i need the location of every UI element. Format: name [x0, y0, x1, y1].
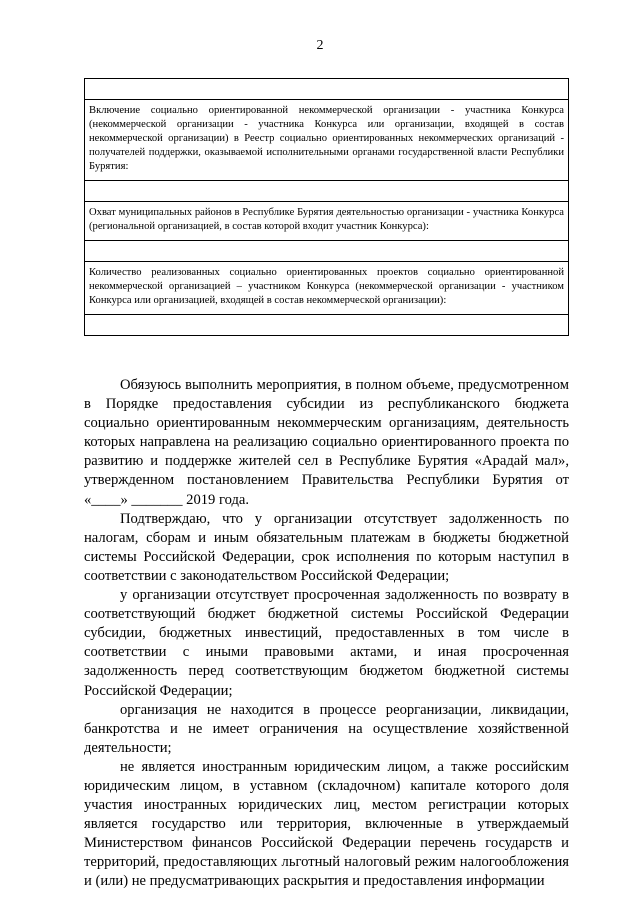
criterion-registry-inclusion: Включение социально ориентированной некоммерческой организации - участника Конкурса (некоммерческой организации - участника Конкурса или организации, входящей в состав некоммерческой организации) в Реестр социально ориентированных некоммерческих организаций - получателей поддержки, оказываемой исполнительными органами государственной власти Республики Бурятия:: [85, 100, 569, 181]
page-number: 2: [316, 38, 324, 53]
table-row: [85, 100, 569, 181]
form-table: [84, 78, 569, 336]
paragraph-not-foreign-entity: не является иностранным юридическим лицом, а также российским юридическим лицом, в уставном (складочном) капитале которого доля участия иностранных юридических лиц, местом регистрации которых является государство или территория, включенные в утверждаемый Министерством финансов Российской Федерации перечень государств и территорий, предоставляющих льготный налоговый режим налогообложения и (или) не предусматривающих раскрытия и предоставления информации: [84, 758, 569, 890]
table-row: [85, 202, 569, 241]
blank-field-row: [85, 79, 569, 100]
table-row: [85, 315, 569, 336]
blank-field-row: [85, 241, 569, 262]
table-row: [85, 181, 569, 202]
table-row: [85, 79, 569, 100]
blank-field-row: [85, 315, 569, 336]
criterion-projects-count: Количество реализованных социально ориентированных проектов социально ориентированной некоммерческой организацией – участником Конкурса (некоммерческой организации - участником Конкурса или организацией, входящей в состав некоммерческой организации):: [85, 262, 569, 315]
blank-field-row: [85, 181, 569, 202]
paragraph-no-reorganization: организация не находится в процессе реорганизации, ликвидации, банкротства и не имеет ограничения на осуществление хозяйственной деятельности;: [84, 701, 569, 756]
paragraph-obligation: Обязуюсь выполнить мероприятия, в полном объеме, предусмотренном в Порядке предоставления субсидии из республиканского бюджета социально ориентированным некоммерческим организациям, деятельность которых направлена на реализацию социально ориентированного проекта по развитию и поддержке жителей сел в Республике Бурятия «Арадай мал», утвержденном постановлением Правительства Республики Бурятия от «____» _______ 2019 года.: [84, 377, 569, 508]
paragraph-no-tax-debt: Подтверждаю, что у организации отсутствует задолженность по налогам, сборам и иным обязательным платежам в бюджеты бюджетной системы Российской Федерации, срок исполнения по которым наступил в соответствии с законодательством Российской Федерации;: [84, 510, 569, 584]
declaration-text: [84, 376, 569, 892]
table-row: [85, 262, 569, 315]
paragraph-no-overdue-debt: у организации отсутствует просроченная задолженность по возврату в соответствующий бюджет бюджетной системы Российской Федерации субсидии, бюджетных инвестиций, предоставленных в том числе в соответствии с иными правовыми актами, и иная просроченная задолженность перед соответствующим бюджетом бюджетной системы Российской Федерации;: [84, 587, 569, 699]
table-row: [85, 241, 569, 262]
criterion-municipal-coverage: Охват муниципальных районов в Республике Бурятия деятельностью организации - участника Конкурса (региональной организацией, в состав которой входит участник Конкурса):: [85, 202, 569, 241]
